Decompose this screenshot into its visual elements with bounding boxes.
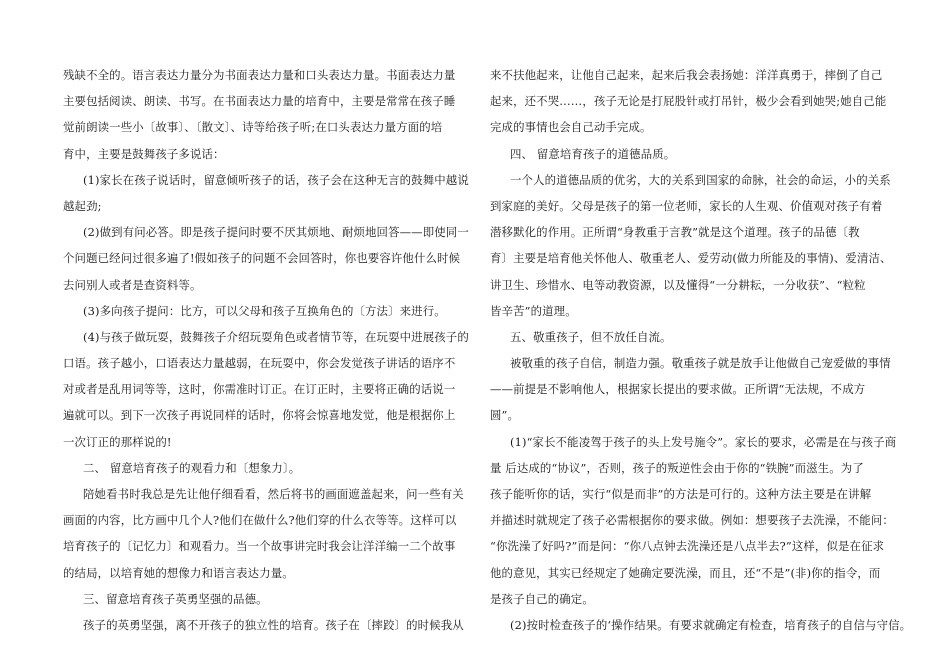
text-line: 讲卫生、珍惜水、电等动教资源，以及懂得“一分耕耘，一分收获”、“粒粒: [490, 277, 866, 292]
text-line: ——前提是不影响他人，根据家长提出的要求做。正所谓“无法规，不成方: [490, 382, 866, 397]
text-line: 孩子的英勇坚强，离不开孩子的独立性的培育。孩子在〔摔跤〕的时候我从: [83, 617, 464, 632]
text-line: 育〕主要是培育他关怀他人、敬重老人、爱劳动(做力所能及的事情)、爱清洁、: [490, 251, 892, 266]
text-line: 个问题已经问过很多遍了!假如孩子的问题不会回答时，你也要容许他什么时候: [63, 251, 461, 266]
text-line: 孩子能听你的话，实行“似是而非”的方法是可行的。这种方法主要是在讲解: [490, 487, 872, 501]
text-line: (4)与孩子做玩耍，鼓舞孩子介绍玩耍角色或者情节等，在玩耍中进展孩子的: [83, 329, 469, 344]
text-line: 圆”。: [490, 408, 520, 423]
text-line: 二、 留意培育孩子的观看力和〔想象力〕。: [83, 460, 301, 475]
text-line: 皆辛苦”的道理。: [490, 303, 577, 318]
text-line: 主要包括阅读、朗读、书写。在书面表达力量的培育中，主要是常常在孩子睡: [63, 94, 456, 109]
text-line: 画面的内容，比方画中几个人?他们在做什么?他们穿的什么衣等等。这样可以: [63, 513, 457, 528]
text-line: 被敬重的孩子自信，制造力强。敬重孩子就是放手让他做自己宠爱做的事情: [510, 356, 891, 371]
text-line: 量 后达成的“协议”，否则，孩子的叛逆性会由于你的“铁腕”而滋生。为了: [490, 460, 864, 475]
text-line: 培育孩子的〔记忆力〕和观看力。当一个故事讲完时我会让洋洋编一二个故事: [63, 539, 456, 554]
text-line: 陪她看书时我总是先让他仔细看看，然后将书的画面遮盖起来，问一些有关: [83, 487, 464, 501]
text-line: (2)按时检查孩子的‘操作结果。有要求就确定有检查，培育孩子的自信与守信。: [510, 617, 912, 632]
text-line: 完成的事情也会自己动手完成。: [490, 120, 652, 135]
text-line: 是孩子自己的确定。: [490, 591, 594, 606]
text-line: 起来，还不哭……，孩子无论是打屁股针或打吊针，极少会看到她哭;她自己能: [490, 94, 887, 109]
text-line: (3)多向孩子提问：比方，可以父母和孩子互换角色的〔方法〕来进行。: [83, 303, 446, 318]
text-line: 去问别人或者是查资料等。: [63, 277, 202, 292]
text-line: 的结局，以培育她的想像力和语言表达力量。: [63, 565, 294, 580]
text-line: (1)家长在孩子说话时，留意倾听孩子的话，孩子会在这种无言的鼓舞中越说: [83, 172, 469, 187]
text-line: 并描述时就规定了孩子必需根据你的要求做。例如：想要孩子去洗澡，不能问：: [490, 513, 894, 528]
text-line: 四、 留意培育孩子的道德品质。: [510, 146, 676, 161]
text-line: 越起劲;: [63, 198, 102, 213]
text-line: 到家庭的美好。父母是孩子的第一位老师，家长的人生观、价值观对孩子有着: [490, 198, 883, 213]
text-line: 育中，主要是鼓舞孩子多说话：: [63, 146, 225, 161]
text-line: (1)“家长不能凌驾于孩子的头上发号施令”。家长的要求，必需是在与孩子商: [510, 434, 897, 449]
text-line: 对或者是乱用词等等，这时，你需准时订正。在订正时，主要将正确的话说一: [63, 382, 456, 397]
text-line: 觉前朗读一些小〔故事〕、〔散文〕、诗等给孩子听;在口头表达力量方面的培: [63, 120, 443, 135]
text-line: 一次订正的那样说的!: [63, 434, 172, 449]
text-line: 遍就可以。到下一次孩子再说同样的话时，你将会惊喜地发觉，他是根据你上: [63, 408, 456, 423]
text-line: 潜移默化的作用。正所谓“身教重于言教”就是这个道理。孩子的品德〔教: [490, 225, 860, 240]
text-line: 残缺不全的。语言表达力量分为书面表达力量和口头表达力量。书面表达力量: [63, 68, 456, 82]
text-line: 一个人的道德品质的优劣，大的关系到国家的命脉，社会的命运，小的关系: [510, 172, 891, 187]
text-line: 五、敬重孩子，但不放任自流。: [510, 329, 672, 344]
text-line: 他的意见，其实已经规定了她确定要洗澡，而且，还“不是”(非)你的指令，而: [490, 565, 881, 580]
text-line: (2)做到有问必答。即是孩子提问时要不厌其烦地、耐烦地回答——即使同一: [83, 225, 469, 240]
text-line: 口语。孩子越小，口语表达力量越弱，在玩耍中，你会发觉孩子讲话的语序不: [63, 356, 456, 371]
left-text-column: [63, 62, 469, 638]
text-line: 来不扶他起来，让他自己起来，起来后我会表扬她：洋洋真勇于，摔倒了自己: [490, 68, 883, 82]
text-line: “你洗澡了好吗?”而是问：“你八点钟去洗澡还是八点半去?”这样，似是在征求: [490, 539, 885, 554]
text-line: 三、留意培育孩子英勇坚强的品德。: [83, 591, 268, 606]
right-text-column: [490, 62, 912, 638]
